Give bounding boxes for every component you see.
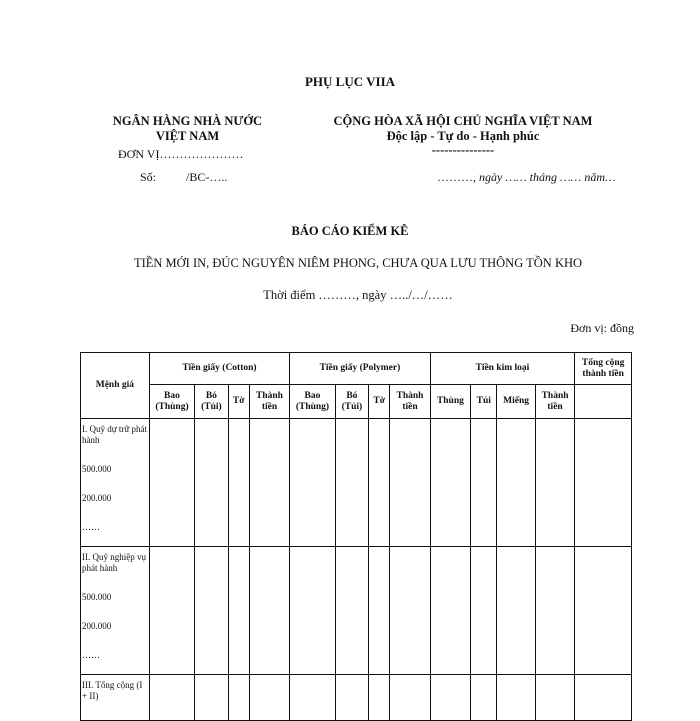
table-cell[interactable] <box>149 419 194 547</box>
table-cell[interactable] <box>535 675 574 721</box>
inventory-table <box>80 352 632 721</box>
table-cell[interactable] <box>228 675 249 721</box>
polymer-group-header: Tiền giấy (Polymer) <box>290 353 430 385</box>
col-header: Túi <box>471 385 497 419</box>
table-cell[interactable] <box>390 675 430 721</box>
currency-unit: Đơn vị: đồng <box>570 321 634 335</box>
table-cell[interactable] <box>335 547 368 675</box>
nation-name: CỘNG HÒA XÃ HỘI CHỦ NGHĨA VIỆT NAM <box>333 114 593 128</box>
denomination-dots: …… <box>82 522 100 532</box>
report-subtitle: TIỀN MỚI IN, ĐÚC NGUYÊN NIÊM PHONG, CHƯA QUA LƯU THÔNG TỒN KHO <box>133 256 583 270</box>
col-header-empty <box>575 385 632 419</box>
table-cell[interactable] <box>575 419 632 547</box>
denomination-value: 200.000 <box>82 493 112 503</box>
table-cell[interactable] <box>535 419 574 547</box>
table-cell[interactable] <box>369 547 390 675</box>
table-cell[interactable] <box>249 547 289 675</box>
section-2-label <box>81 547 150 675</box>
col-header: Tờ <box>228 385 249 419</box>
col-header: Tờ <box>369 385 390 419</box>
table-cell[interactable] <box>471 419 497 547</box>
col-header: Bó (Túi) <box>335 385 368 419</box>
table-cell[interactable] <box>390 547 430 675</box>
table-cell[interactable] <box>228 547 249 675</box>
denomination-value: 200.000 <box>82 621 112 631</box>
org-line-2: VIỆT NAM <box>155 129 220 143</box>
section-title: I. Quỹ dự trữ phát hành <box>82 424 147 445</box>
table-cell[interactable] <box>497 675 535 721</box>
table-header-row-2 <box>81 385 632 419</box>
table-cell[interactable] <box>390 419 430 547</box>
col-header: Bó (Túi) <box>195 385 228 419</box>
nation-rule: --------------- <box>431 143 495 157</box>
table-cell[interactable] <box>249 419 289 547</box>
table-cell[interactable] <box>369 675 390 721</box>
col-header: Thùng <box>430 385 470 419</box>
nation-motto: Độc lập - Tự do - Hạnh phúc <box>386 129 540 143</box>
date-place: ………, <box>437 170 476 184</box>
report-time: Thời điểm ………, ngày …../…/…… <box>263 288 453 302</box>
table-cell[interactable] <box>575 675 632 721</box>
table-cell[interactable] <box>430 547 470 675</box>
col-header: Bao (Thùng) <box>149 385 194 419</box>
table-cell[interactable] <box>149 675 194 721</box>
table-cell[interactable] <box>535 547 574 675</box>
table-cell[interactable] <box>497 419 535 547</box>
table-cell[interactable] <box>471 675 497 721</box>
table-cell[interactable] <box>335 675 368 721</box>
table-cell[interactable] <box>195 419 228 547</box>
table-cell[interactable] <box>290 547 335 675</box>
report-title: BÁO CÁO KIỂM KÊ <box>291 224 409 238</box>
table-cell[interactable] <box>290 675 335 721</box>
cotton-group-header: Tiền giấy (Cotton) <box>149 353 289 385</box>
table-cell[interactable] <box>430 675 470 721</box>
table-cell[interactable] <box>471 547 497 675</box>
issuing-organization <box>100 114 275 144</box>
table-row <box>81 419 632 547</box>
table-cell[interactable] <box>228 419 249 547</box>
denomination-value: 500.000 <box>82 592 112 602</box>
col-header: Thành tiền <box>535 385 574 419</box>
section-title: III. Tổng cộng (I + II) <box>82 680 143 701</box>
table-cell[interactable] <box>149 547 194 675</box>
table-cell[interactable] <box>430 419 470 547</box>
unit-line: ĐƠN VỊ………………… <box>118 147 244 161</box>
table-cell[interactable] <box>195 675 228 721</box>
metal-group-header: Tiền kim loại <box>430 353 575 385</box>
col-header: Thành tiền <box>249 385 289 419</box>
col-header: Miếng <box>497 385 535 419</box>
date-fields: ngày …… tháng …… năm… <box>479 170 616 184</box>
denomination-header: Mệnh giá <box>81 353 150 419</box>
table-cell[interactable] <box>195 547 228 675</box>
col-header: Thành tiền <box>390 385 430 419</box>
section-title: II. Quỹ nghiệp vụ phát hành <box>82 552 146 573</box>
date-line <box>437 170 616 185</box>
section-1-label <box>81 419 150 547</box>
table-cell[interactable] <box>497 547 535 675</box>
national-motto <box>318 114 608 156</box>
table-row <box>81 675 632 721</box>
table-cell[interactable] <box>249 675 289 721</box>
table-cell[interactable] <box>369 419 390 547</box>
col-header: Bao (Thùng) <box>290 385 335 419</box>
table-cell[interactable] <box>335 419 368 547</box>
table-cell[interactable] <box>290 419 335 547</box>
appendix-title: PHỤ LỤC VIIA <box>304 74 396 89</box>
org-line-1: NGÂN HÀNG NHÀ NƯỚC <box>112 114 263 128</box>
denomination-value: 500.000 <box>82 464 112 474</box>
document-number: Số: /BC-….. <box>140 170 228 184</box>
table-cell[interactable] <box>575 547 632 675</box>
section-3-label <box>81 675 150 721</box>
denomination-dots: …… <box>82 650 100 660</box>
total-value-header: Tổng cộng thành tiền <box>575 353 632 385</box>
table-row <box>81 547 632 675</box>
table-header-row-1 <box>81 353 632 385</box>
